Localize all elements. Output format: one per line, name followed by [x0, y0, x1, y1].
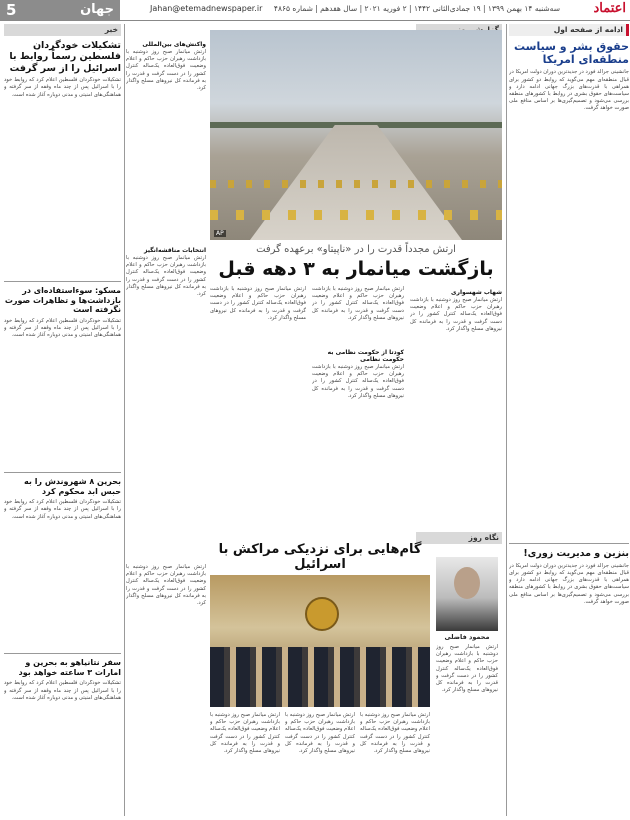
second-story	[210, 712, 430, 812]
photo-credit: AP	[216, 230, 224, 237]
mid-column-label-2: نگاه روز	[416, 532, 502, 544]
main-story-col-1	[410, 286, 502, 522]
newspaper-logo: اعتماد	[593, 1, 626, 16]
section-name: جهان	[80, 2, 114, 17]
second-headline: گام‌هایی برای نزدیکی مراکش با اسرائیل	[218, 542, 422, 572]
main-body-2a: ارتش میانمار صبح روز دوشنبه با بازداشت رهبران حزب حاکم و اعلام وضعیت فوق‌العاده یک‌ساله کنترل کشور را در دست گرفت و قدرت را به فرمانده کل نیروهای مسلح واگذار کرد.	[312, 286, 404, 321]
left-body-2: تشکیلات خودگردان فلسطین اعلام کرد که روابط خود را با اسرائیل پس از چند ماه وقفه از سر گرفته و هماهنگی‌های امنیتی و مدنی دوباره آغاز شده است.	[4, 317, 121, 339]
mid-bottom-left-strip	[126, 564, 206, 804]
main-story-col-3	[210, 286, 306, 516]
right-second-body: جانشینی جرالد فورد در جدیدترین دوران دولت امریکا در قبال منطقه‌ای مهم می‌گوید که روابط دو کشور برای همراهی با قدرت‌های بزرگ جهانی ادامه دارد و سیاست‌های حقوق بشری در روابط با کشورهای منطقه بررسی می‌شود و تصمیم‌گیری‌ها بر اساس منافع ملی صورت خواهد گرفت.	[509, 562, 629, 605]
mid-side-head-b: انتخابات مناقشه‌انگیز	[143, 247, 206, 254]
right-column-label: ادامه از صفحه اول	[509, 24, 629, 36]
main-body-3: ارتش میانمار صبح روز دوشنبه با بازداشت رهبران حزب حاکم و اعلام وضعیت فوق‌العاده یک‌ساله کنترل کشور را در دست گرفت و قدرت را به فرمانده کل نیروهای مسلح واگذار کرد.	[210, 286, 306, 321]
divider	[4, 653, 121, 654]
divider	[4, 472, 121, 473]
military-parade-photo	[210, 30, 502, 240]
second-story-col-1	[360, 712, 430, 812]
main-subtitle: ارتش مجدداً قدرت را در «ناپیتاو» برعهده گرفت	[256, 244, 456, 255]
second-story-right-strip	[436, 644, 498, 804]
middle-column	[126, 24, 502, 816]
second-body-3: ارتش میانمار صبح روز دوشنبه با بازداشت رهبران حزب حاکم و اعلام وضعیت فوق‌العاده یک‌ساله کنترل کشور را در دست گرفت و قدرت را به فرمانده کل نیروهای مسلح واگذار کرد.	[210, 712, 280, 755]
left-body-1: تشکیلات خودگردان فلسطین اعلام کرد که روابط خود را با اسرائیل پس از چند ماه وقفه از سر گرفته و هماهنگی‌های امنیتی و مدنی دوباره آغاز شده است.	[4, 77, 121, 98]
main-story-col-2	[312, 286, 404, 524]
divider	[4, 281, 121, 282]
right-headline: حقوق بشر و سیاست منطقه‌ای امریکا	[514, 40, 629, 67]
second-body-2: ارتش میانمار صبح روز دوشنبه با بازداشت رهبران حزب حاکم و اعلام وضعیت فوق‌العاده یک‌ساله کنترل کشور را در دست گرفت و قدرت را به فرمانده کل نیروهای مسلح واگذار کرد.	[285, 712, 355, 755]
author-portrait	[436, 557, 498, 631]
meeting-photo	[210, 575, 430, 707]
right-column	[506, 24, 629, 816]
main-subhead-c: کودتا از حکومت نظامی به حکومت نظامی	[327, 349, 404, 363]
main-body-1: ارتش میانمار صبح روز دوشنبه با بازداشت رهبران حزب حاکم و اعلام وضعیت فوق‌العاده یک‌ساله کنترل کشور را در دست گرفت و قدرت را به فرمانده کل نیروهای مسلح واگذار کرد.	[410, 297, 502, 332]
masthead	[0, 0, 630, 21]
mid-side-head-a: واکنش‌های بین‌المللی	[142, 41, 206, 48]
main-headline: بازگشت میانمار به ۳ دهه قبل	[218, 258, 494, 280]
author-name: محمود فاضلی	[444, 633, 490, 641]
second-body-0: ارتش میانمار صبح روز دوشنبه با بازداشت رهبران حزب حاکم و اعلام وضعیت فوق‌العاده یک‌ساله کنترل کشور را در دست گرفت و قدرت را به فرمانده کل نیروهای مسلح واگذار کرد.	[436, 644, 498, 694]
right-second-headline: بنزین و مدیریت زوری!	[523, 548, 629, 560]
mid-side-body-a: ارتش میانمار صبح روز دوشنبه با بازداشت رهبران حزب حاکم و اعلام وضعیت فوق‌العاده یک‌ساله کنترل کشور را در دست گرفت و قدرت را به فرمانده کل نیروهای مسلح واگذار کرد.	[126, 49, 206, 92]
right-body: جانشینی جرالد فورد در جدیدترین دوران دولت امریکا در قبال منطقه‌ای مهم می‌گوید که روابط دو کشور برای همراهی با قدرت‌های بزرگ جهانی ادامه دارد و سیاست‌های حقوق بشری در روابط با کشورهای منطقه بررسی می‌شود و تصمیم‌گیری‌ها بر اساس منافع ملی صورت خواهد گرفت.	[509, 69, 629, 112]
left-body-4: تشکیلات خودگردان فلسطین اعلام کرد که روابط خود را با اسرائیل پس از چند ماه وقفه از سر گرفته و هماهنگی‌های امنیتی و مدنی دوباره آغاز شده است.	[4, 680, 121, 701]
second-body-1: ارتش میانمار صبح روز دوشنبه با بازداشت رهبران حزب حاکم و اعلام وضعیت فوق‌العاده یک‌ساله کنترل کشور را در دست گرفت و قدرت را به فرمانده کل نیروهای مسلح واگذار کرد.	[360, 712, 430, 755]
mid-bottom-body: ارتش میانمار صبح روز دوشنبه با بازداشت رهبران حزب حاکم و اعلام وضعیت فوق‌العاده یک‌ساله کنترل کشور را در دست گرفت و قدرت را به فرمانده کل نیروهای مسلح واگذار کرد.	[126, 564, 206, 607]
left-body-3: تشکیلات خودگردان فلسطین اعلام کرد که روابط خود را با اسرائیل پس از چند ماه وقفه از سر گرفته و هماهنگی‌های امنیتی و مدنی دوباره آغاز شده است.	[4, 499, 121, 520]
left-column-label: خبر	[4, 24, 121, 36]
mid-side-story	[126, 38, 206, 505]
byline: شهاب شهسواری	[451, 289, 502, 296]
left-headline-4: سفر نتانیاهو به بحرین و امارات ۳ ساعته خواهد بود	[18, 658, 121, 677]
left-headline-3: بحرین ۸ شهروندش را به حبس ابد محکوم کرد	[24, 476, 121, 496]
issue-line: سه‌شنبه ۱۴ بهمن ۱۳۹۹ | ۱۹ جمادی‌الثانی ۱۴۴۲ | ۲ فوریه ۲۰۲۱ | سال هفدهم | شماره ۴۸۶۵	[273, 4, 560, 13]
divider	[509, 543, 629, 544]
mid-side-body-b: ارتش میانمار صبح روز دوشنبه با بازداشت رهبران حزب حاکم و اعلام وضعیت فوق‌العاده یک‌ساله کنترل کشور را در دست گرفت و قدرت را به فرمانده کل نیروهای مسلح واگذار کرد.	[126, 255, 206, 298]
second-story-col-3	[210, 712, 280, 812]
left-headline-1: تشکیلات خودگردان فلسطین رسماً روابط با اسرائیل را از سر گرفت	[9, 40, 121, 74]
left-column	[4, 24, 125, 816]
page-number-box	[0, 0, 120, 20]
second-story-col-2	[285, 712, 355, 812]
site-url[interactable]: Jahan@etemadnewspaper.ir	[150, 4, 263, 13]
page-number: 5	[6, 1, 17, 19]
main-story	[210, 286, 502, 526]
left-headline-2: مسکو: سوءاستفاده‌ای در بازداشت‌ها و تظاهرات صورت نگرفته است	[4, 286, 121, 315]
main-body-2b: ارتش میانمار صبح روز دوشنبه با بازداشت رهبران حزب حاکم و اعلام وضعیت فوق‌العاده یک‌ساله کنترل کشور را در دست گرفت و قدرت را به فرمانده کل نیروهای مسلح واگذار کرد.	[312, 364, 404, 399]
